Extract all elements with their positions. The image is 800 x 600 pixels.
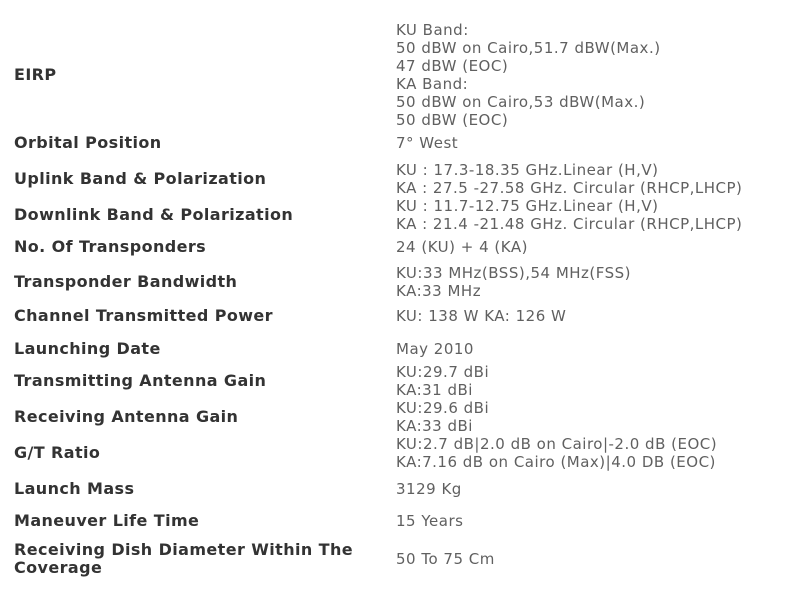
spec-label: Channel Transmitted Power	[14, 306, 273, 325]
spec-value	[396, 363, 794, 399]
spec-value-line: KA:31 dBi	[396, 381, 473, 399]
spec-row	[14, 238, 794, 256]
spec-value-line: 50 dBW on Cairo,51.7 dBW(Max.)	[396, 39, 661, 57]
spec-value-line: KA : 21.4 -21.48 GHz. Circular (RHCP,LHCP)	[396, 215, 743, 233]
spec-value	[396, 134, 794, 152]
spec-value-line: KU:2.7 dB|2.0 dB on Cairo|-2.0 dB (EOC)	[396, 435, 718, 453]
spec-value	[396, 264, 794, 300]
spec-value	[396, 238, 794, 256]
spec-value-line: 7° West	[396, 134, 459, 152]
spec-row	[14, 340, 794, 358]
spec-row	[14, 134, 794, 152]
spec-value-line: KU:29.7 dBi	[396, 363, 490, 381]
spec-row	[14, 480, 794, 498]
spec-row	[14, 21, 794, 129]
spec-row	[14, 161, 794, 197]
spec-value-line: KA:33 MHz	[396, 282, 482, 300]
spec-value	[396, 435, 794, 471]
spec-value-line: KU:33 MHz(BSS),54 MHz(FSS)	[396, 264, 632, 282]
spec-row	[14, 435, 794, 471]
spec-value-line: KA:7.16 dB on Cairo (Max)|4.0 DB (EOC)	[396, 453, 716, 471]
spec-row	[14, 264, 794, 300]
spec-label: Receiving Dish Diameter Within The Coverage	[14, 540, 353, 577]
spec-row	[14, 363, 794, 399]
spec-value-line: 3129 Kg	[396, 480, 462, 498]
spec-row	[14, 307, 794, 325]
spec-value-line: KA : 27.5 -27.58 GHz. Circular (RHCP,LHCP)	[396, 179, 743, 197]
spec-label: Transmitting Antenna Gain	[14, 371, 267, 390]
spec-label: No. Of Transponders	[14, 237, 207, 256]
spec-label: Orbital Position	[14, 133, 162, 152]
spec-value-line: 50 dBW (EOC)	[396, 111, 509, 129]
spec-value-line: May 2010	[396, 340, 474, 358]
spec-label: Uplink Band & Polarization	[14, 169, 267, 188]
spec-value-line: 15 Years	[396, 512, 464, 530]
spec-value	[396, 161, 794, 197]
spec-value-line: 24 (KU) + 4 (KA)	[396, 238, 528, 256]
spec-row	[14, 541, 794, 577]
spec-value	[396, 340, 794, 358]
spec-label: Launching Date	[14, 339, 161, 358]
spec-value-line: KU:29.6 dBi	[396, 399, 490, 417]
spec-value	[396, 550, 794, 568]
spec-value	[396, 307, 794, 325]
spec-value-line: KU : 17.3-18.35 GHz.Linear (H,V)	[396, 161, 659, 179]
spec-value	[396, 197, 794, 233]
spec-value-line: 47 dBW (EOC)	[396, 57, 509, 75]
spec-label: Downlink Band & Polarization	[14, 205, 294, 224]
spec-value	[396, 480, 794, 498]
spec-label: Transponder Bandwidth	[14, 272, 238, 291]
spec-value-line: 50 dBW on Cairo,53 dBW(Max.)	[396, 93, 646, 111]
spec-label: Maneuver Life Time	[14, 511, 200, 530]
spec-value-line: KU Band:	[396, 21, 469, 39]
spec-label: EIRP	[14, 65, 57, 84]
spec-label: Launch Mass	[14, 479, 135, 498]
spec-label: G/T Ratio	[14, 443, 101, 462]
spec-value	[396, 21, 794, 129]
spec-row	[14, 399, 794, 435]
spec-value-line: KU : 11.7-12.75 GHz.Linear (H,V)	[396, 197, 659, 215]
spec-label: Receiving Antenna Gain	[14, 407, 239, 426]
spec-value-line: KA:33 dBi	[396, 417, 473, 435]
spec-value	[396, 512, 794, 530]
spec-row	[14, 197, 794, 233]
spec-row	[14, 512, 794, 530]
spec-value-line: KA Band:	[396, 75, 469, 93]
spec-value	[396, 399, 794, 435]
spec-value-line: KU: 138 W KA: 126 W	[396, 307, 567, 325]
spec-value-line: 50 To 75 Cm	[396, 550, 495, 568]
